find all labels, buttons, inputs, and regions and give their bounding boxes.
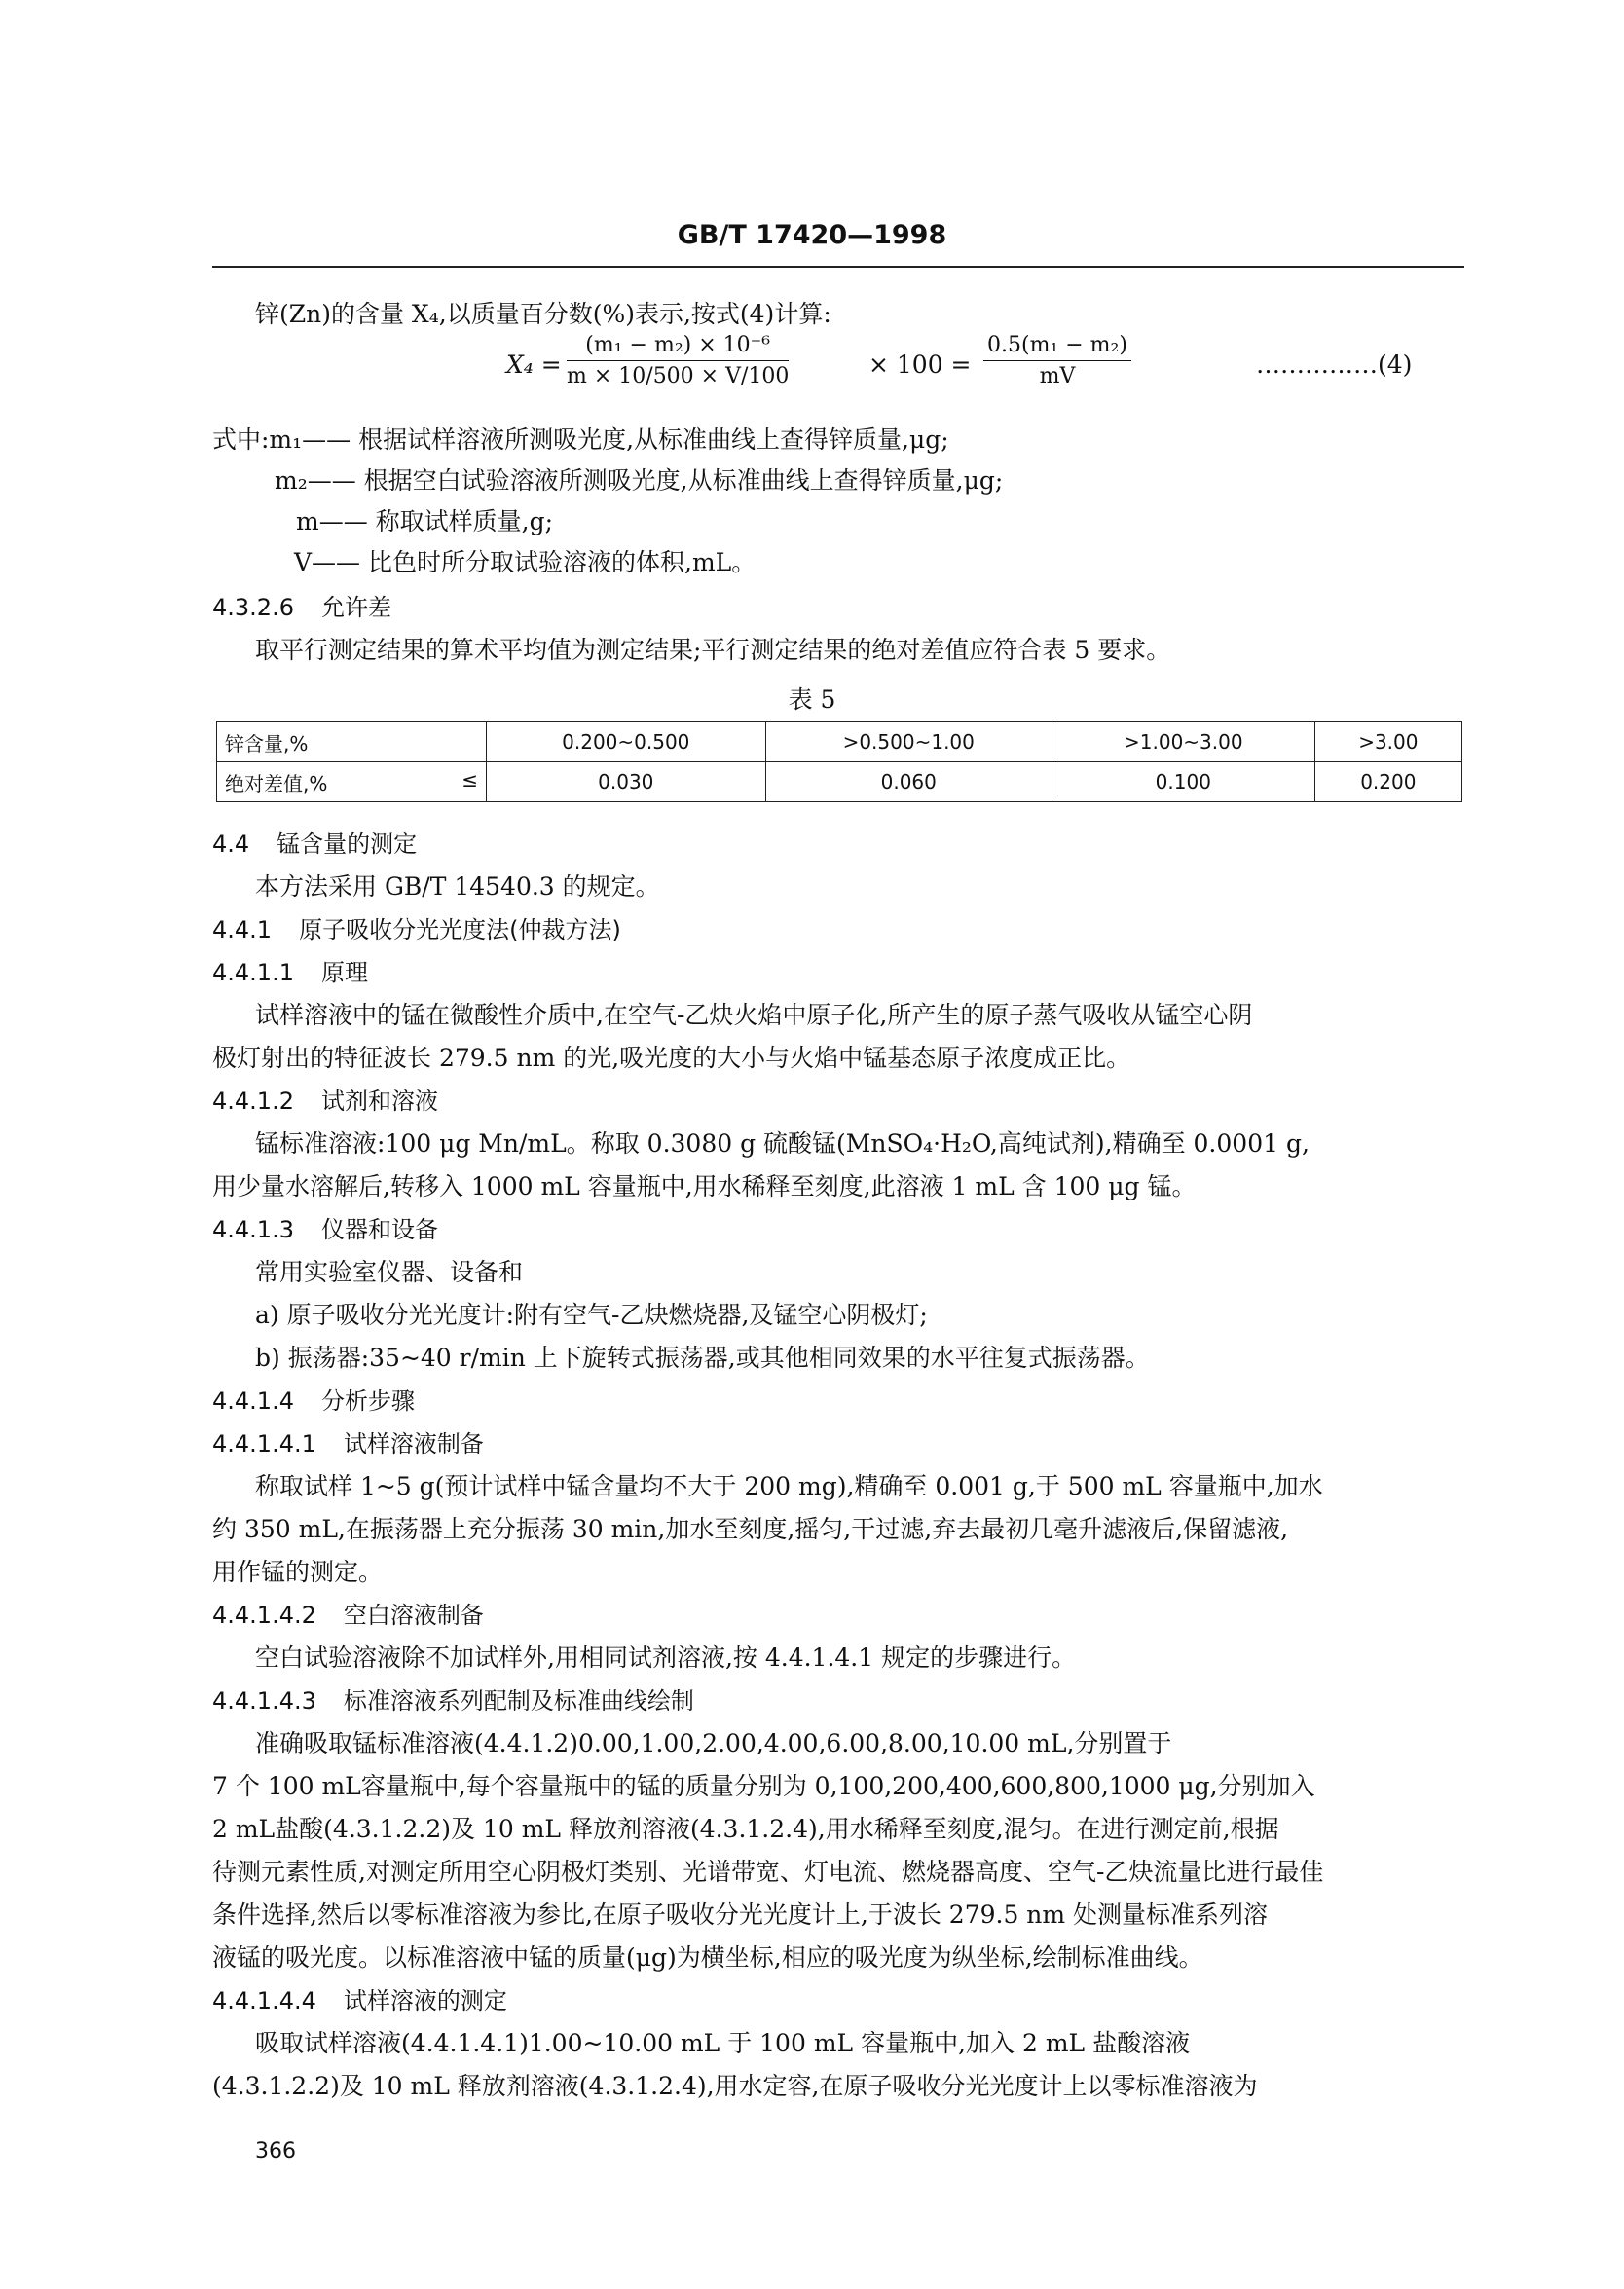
heading-title: 允许差 [320, 594, 391, 621]
std-line-1: 准确吸取锰标准溶液(4.4.1.2)0.00,1.00,2.00,4.00,6.00,8.00,10.00 mL,分别置于 [255, 1729, 1172, 1757]
table-5-caption: 表 5 [788, 685, 836, 714]
heading-4-4-1-2 [212, 1085, 438, 1118]
heading-number: 4.3.2.6 [212, 594, 294, 621]
table-cell: >0.500~1.00 [765, 722, 1052, 762]
heading-title: 原子吸收分光光度法(仲裁方法) [299, 916, 621, 943]
table-row-label: 锌含量,% [217, 722, 487, 762]
reagent-line-1: 锰标准溶液:100 μg Mn/mL。称取 0.3080 g 硫酸锰(MnSO₄·H₂O,高纯试剂),精确至 0.0001 g, [255, 1129, 1310, 1158]
formula-fraction-1-denominator: m × 10/500 × V/100 [567, 364, 790, 388]
heading-number: 4.4 [212, 831, 250, 858]
heading-4-4-1-1 [212, 956, 368, 989]
heading-title: 锰含量的测定 [277, 831, 418, 858]
table-cell: 0.030 [487, 762, 766, 802]
where-m: m—— 称取试样质量,g; [296, 507, 554, 535]
page-header-standard: GB/T 17420—1998 [677, 220, 947, 250]
table-row [217, 722, 1462, 762]
table-cell: 0.060 [765, 762, 1052, 802]
heading-4-4-1-4-4 [212, 1984, 507, 2017]
formula-fraction-2-denominator: mV [1039, 364, 1076, 388]
prep-line-1: 称取试样 1~5 g(预计试样中锰含量均不大于 200 mg),精确至 0.001 g,于 500 mL 容量瓶中,加水 [255, 1472, 1323, 1500]
heading-title: 试样溶液的测定 [343, 1987, 507, 2014]
table-5 [216, 721, 1462, 802]
formula-fraction-2-numerator: 0.5(m₁ − m₂) [983, 331, 1131, 361]
std-line-3: 2 mL盐酸(4.3.1.2.2)及 10 mL 释放剂溶液(4.3.1.2.4),用水稀释至刻度,混匀。在进行测定前,根据 [212, 1815, 1279, 1843]
heading-4-4-1-4 [212, 1384, 415, 1418]
principle-line-1: 试样溶液中的锰在微酸性介质中,在空气-乙炔火焰中原子化,所产生的原子蒸气吸收从锰空心阴 [255, 1001, 1253, 1029]
equip-item-a: a) 原子吸收分光光度计:附有空气-乙炔燃烧器,及锰空心阴极灯; [255, 1301, 928, 1329]
formula-intro: 锌(Zn)的含量 X₄,以质量百分数(%)表示,按式(4)计算: [255, 300, 831, 328]
sec-4-4-text: 本方法采用 GB/T 14540.3 的规定。 [255, 872, 660, 901]
std-line-2: 7 个 100 mL容量瓶中,每个容量瓶中的锰的质量分别为 0,100,200,400,600,800,1000 μg,分别加入 [212, 1772, 1315, 1800]
std-line-4: 待测元素性质,对测定所用空心阴极灯类别、光谱带宽、灯电流、燃烧器高度、空气-乙炔流量比进行最佳 [212, 1858, 1324, 1886]
table-cell: >1.00~3.00 [1052, 722, 1314, 762]
meas-line-1: 吸取试样溶液(4.4.1.4.1)1.00~10.00 mL 于 100 mL 容量瓶中,加入 2 mL 盐酸溶液 [255, 2029, 1191, 2057]
formula-fraction-1 [567, 331, 789, 392]
equip-item-b: b) 振荡器:35~40 r/min 上下旋转式振荡器,或其他相同效果的水平往复式振荡器。 [255, 1344, 1150, 1372]
formula-reference: ……………(4) [1256, 351, 1413, 379]
heading-title: 标准溶液系列配制及标准曲线绘制 [343, 1687, 694, 1715]
heading-4-3-2-6 [212, 591, 391, 624]
table-cell: 0.200 [1314, 762, 1461, 802]
heading-title: 原理 [320, 959, 368, 986]
page-number: 366 [255, 2139, 296, 2163]
table-row-label-cell [217, 762, 487, 802]
formula-fraction-1-numerator: (m₁ − m₂) × 10⁻⁶ [567, 331, 789, 361]
prep-line-2: 约 350 mL,在振荡器上充分振荡 30 min,加水至刻度,摇匀,干过滤,弃去最初几毫升滤液后,保留滤液, [212, 1515, 1289, 1543]
std-line-5: 条件选择,然后以零标准溶液为参比,在原子吸收分光光度计上,于波长 279.5 nm 处测量标准系列溶 [212, 1901, 1269, 1929]
meas-line-2: (4.3.1.2.2)及 10 mL 释放剂溶液(4.3.1.2.4),用水定容,在原子吸收分光光度计上以零标准溶液为 [212, 2072, 1258, 2100]
where-v: V—— 比色时所分取试验溶液的体积,mL。 [294, 548, 757, 576]
heading-title: 空白溶液制备 [343, 1602, 484, 1629]
tolerance-text: 取平行测定结果的算术平均值为测定结果;平行测定结果的绝对差值应符合表 5 要求。 [255, 636, 1171, 664]
heading-number: 4.4.1.4 [212, 1387, 294, 1415]
where-m2: m₂—— 根据空白试验溶液所测吸光度,从标准曲线上查得锌质量,μg; [275, 466, 1004, 495]
heading-number: 4.4.1.4.3 [212, 1687, 316, 1715]
formula-4 [506, 331, 1480, 399]
heading-number: 4.4.1.4.1 [212, 1430, 316, 1458]
principle-line-2: 极灯射出的特征波长 279.5 nm 的光,吸光度的大小与火焰中锰基态原子浓度成正比。 [212, 1044, 1131, 1072]
formula-lhs: X₄ = [506, 351, 562, 379]
heading-title: 分析步骤 [320, 1387, 415, 1415]
heading-number: 4.4.1.2 [212, 1088, 294, 1115]
table-cell: 0.200~0.500 [487, 722, 766, 762]
heading-4-4-1-3 [212, 1213, 438, 1246]
heading-number: 4.4.1.1 [212, 959, 294, 986]
heading-number: 4.4.1.4.2 [212, 1602, 316, 1629]
reagent-line-2: 用少量水溶解后,转移入 1000 mL 容量瓶中,用水稀释至刻度,此溶液 1 mL 含 100 μg 锰。 [212, 1172, 1197, 1200]
heading-4-4 [212, 828, 417, 861]
formula-fraction-2 [983, 331, 1131, 392]
formula-times-100: × 100 = [868, 351, 972, 379]
heading-4-4-1 [212, 913, 621, 946]
heading-4-4-1-4-3 [212, 1684, 694, 1717]
equip-intro: 常用实验室仪器、设备和 [255, 1258, 524, 1286]
heading-title: 仪器和设备 [320, 1216, 438, 1243]
heading-title: 试样溶液制备 [343, 1430, 484, 1458]
heading-number: 4.4.1 [212, 916, 273, 943]
prep-line-3: 用作锰的测定。 [212, 1558, 384, 1586]
header-rule [212, 266, 1464, 268]
where-m1: 式中:m₁—— 根据试样溶液所测吸光度,从标准曲线上查得锌质量,μg; [212, 425, 949, 454]
heading-title: 试剂和溶液 [320, 1088, 438, 1115]
table-row-label: 绝对差值,% [225, 771, 328, 795]
table-cell: 0.100 [1052, 762, 1314, 802]
table-row [217, 762, 1462, 802]
heading-number: 4.4.1.4.4 [212, 1987, 316, 2014]
less-equal-symbol: ≤ [461, 767, 478, 792]
heading-4-4-1-4-2 [212, 1599, 484, 1632]
std-line-6: 液锰的吸光度。以标准溶液中锰的质量(μg)为横坐标,相应的吸光度为纵坐标,绘制标准曲线。 [212, 1943, 1203, 1972]
heading-4-4-1-4-1 [212, 1427, 484, 1460]
table-cell: >3.00 [1314, 722, 1461, 762]
blank-text: 空白试验溶液除不加试样外,用相同试剂溶液,按 4.4.1.4.1 规定的步骤进行。 [255, 1643, 1077, 1672]
heading-number: 4.4.1.3 [212, 1216, 294, 1243]
